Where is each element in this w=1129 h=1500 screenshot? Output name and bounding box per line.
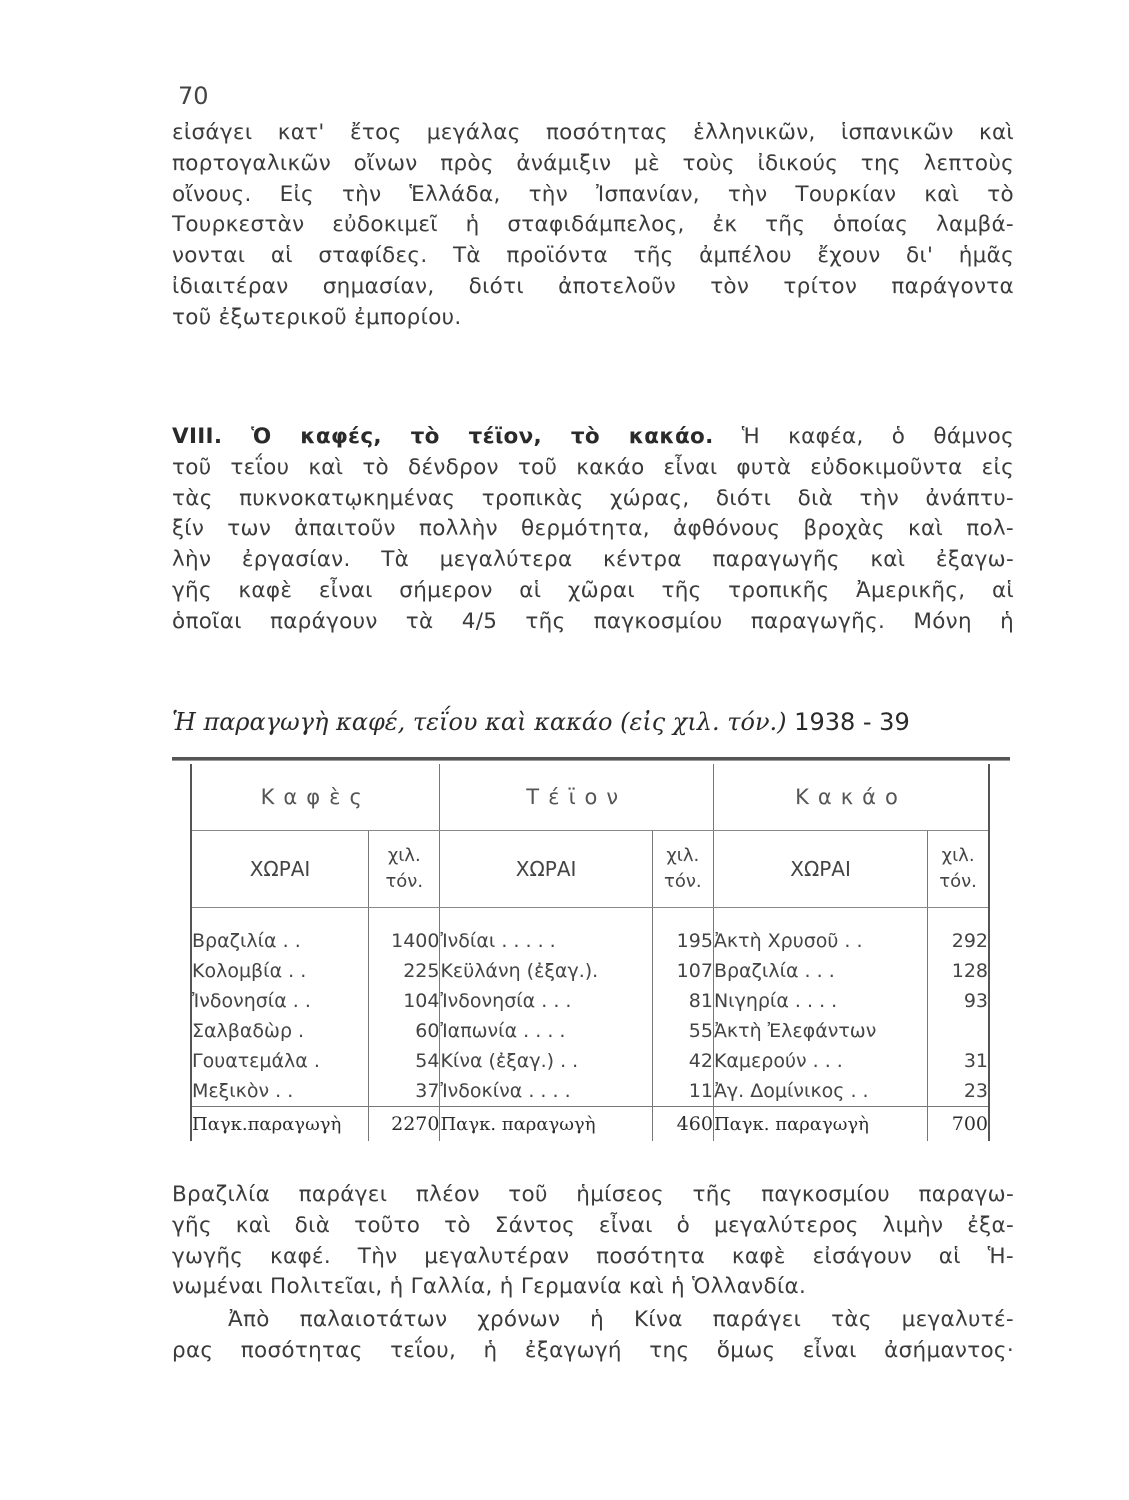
paragraph-wine [172,118,1014,334]
table-row: Κολομβία . . 225 Κεϋλάνη (ἐξαγ.). 107 Βραζιλία . . . 128 [191,956,989,986]
text-line [172,422,1014,453]
text-line: ξίν των ἀπαιτοῦν πολλὴν θερμότητα, ἀφθόνους βροχὰς καὶ πολ- [172,516,1014,542]
text-line: τοῦ τεΐου καὶ τὸ δένδρον τοῦ κακάο εἶναι φυτὰ εὐδοκιμοῦντα εἰς [172,454,1014,480]
text-line: Ἀπὸ παλαιοτάτων χρόνων ἡ Κίνα παράγει τὰς μεγαλυτέ- [228,1307,1014,1332]
section-title: VIII. Ὁ καφές, τὸ τέϊον, τὸ κακάο. [172,424,714,449]
column-header-row [191,831,989,908]
text-line: ρας ποσότητας τεΐου, ἡ ἐξαγωγή της ὅμως εἶναι ἀσήμαντος· [172,1337,1014,1363]
column-country: ΧΩΡΑΙ [440,831,652,908]
text-line: Βραζιλία παράγει πλέον τοῦ ἡμίσεος τῆς παγκοσμίου παραγω- [172,1182,1014,1207]
table-row: Μεξικὸν . . 37 Ἰνδοκίνα . . . . 11 Ἀγ. Δομίνικος . . 23 [191,1076,989,1107]
table-row: Βραζιλία . . 1400 Ἰνδίαι . . . . . 195 Ἀκτὴ Χρυσοῦ . . 292 [191,908,989,957]
text-line: ὁποῖαι παράγουν τὰ 4/5 τῆς παγκοσμίου παραγωγῆς. Μόνη ἡ [172,608,1014,634]
table-row: Ἰνδονησία . . 104 Ἰνδονησία . . . 81 Νιγηρία . . . . 93 [191,986,989,1016]
page-number: 70 [178,82,209,110]
paragraph-coffee-tea-cocoa [172,422,1014,638]
text-line: γωγῆς καφέ. Τὴν μεγαλυτέραν ποσότητα καφὲ εἰσάγουν αἱ Ἡ- [172,1243,1014,1269]
text-line: εἰσάγει κατ' ἔτος μεγάλας ποσότητας ἑλληνικῶν, ἱσπανικῶν καὶ [172,120,1014,145]
group-tea: Τέϊον [440,764,713,831]
paragraph-china-tea [172,1305,1014,1367]
group-cocoa: Κακάο [713,764,989,831]
table-title-year: 1938 - 39 [794,708,910,736]
text-line: πορτογαλικῶν οἴνων πρὸς ἀνάμιξιν μὲ τοὺς ἰδικούς της λεπτοὺς [172,150,1014,176]
table-title-text: Ἡ παραγωγὴ καφέ, τεΐου καὶ κακάο (εἰς χιλ. τόν.) [172,708,787,736]
title-rule [172,757,1010,761]
table-row: Σαλβαδὼρ . 60 Ἰαπωνία . . . . 55 Ἀκτὴ Ἐλεφάντων [191,1016,989,1046]
column-country: ΧΩΡΑΙ [713,831,927,908]
total-row: Παγκ.παραγωγὴ 2270 Παγκ. παραγωγὴ 460 Παγκ. παραγωγὴ 700 [191,1107,989,1142]
text-line: γῆς καὶ διὰ τοῦτο τὸ Σάντος εἶναι ὁ μεγαλύτερος λιμὴν ἐξα- [172,1212,1014,1238]
column-unit: χιλ. τόν. [369,831,440,908]
column-country: ΧΩΡΑΙ [191,831,369,908]
text-line: λὴν ἐργασίαν. Τὰ μεγαλύτερα κέντρα παραγωγῆς καὶ ἐξαγω- [172,547,1014,573]
group-header-row [191,764,989,831]
paragraph-brazil [172,1180,1014,1303]
column-unit: χιλ. τόν. [928,831,989,908]
text-line: οἴνους. Εἰς τὴν Ἑλλάδα, τὴν Ἰσπανίαν, τὴν Τουρκίαν καὶ τὸ [172,181,1014,207]
text-line: Τουρκεστὰν εὐδοκιμεῖ ἡ σταφιδάμπελος, ἐκ τῆς ὁποίας λαμβά- [172,212,1014,238]
text-line: νωμέναι Πολιτεῖαι, ἡ Γαλλία, ἡ Γερμανία καὶ ἡ Ὁλλανδία. [172,1274,807,1300]
production-table [190,764,990,1141]
table-title [172,708,1014,736]
text-line: τὰς πυκνοκατῳκημένας τροπικὰς χώρας, διότι διὰ τὴν ἀνάπτυ- [172,485,1014,511]
text-line: νονται αἱ σταφίδες. Τὰ προϊόντα τῆς ἀμπέλου ἔχουν δι' ἡμᾶς [172,243,1014,269]
text-line: ἰδιαιτέραν σημασίαν, διότι ἀποτελοῦν τὸν τρίτον παράγοντα [172,273,1014,299]
table-row: Γουατεμάλα . 54 Κίνα (ἐξαγ.) . . 42 Καμερούν . . . 31 [191,1046,989,1076]
text-line: γῆς καφὲ εἶναι σήμερον αἱ χῶραι τῆς τροπικῆς Ἀμερικῆς, αἱ [172,577,1014,603]
column-unit: χιλ. τόν. [652,831,713,908]
group-coffee: Καφὲς [191,764,440,831]
text-line: τοῦ ἐξωτερικοῦ ἐμπορίου. [172,304,462,330]
text-line-start: Ἡ καφέα, ὁ θάμνος [741,424,1014,449]
